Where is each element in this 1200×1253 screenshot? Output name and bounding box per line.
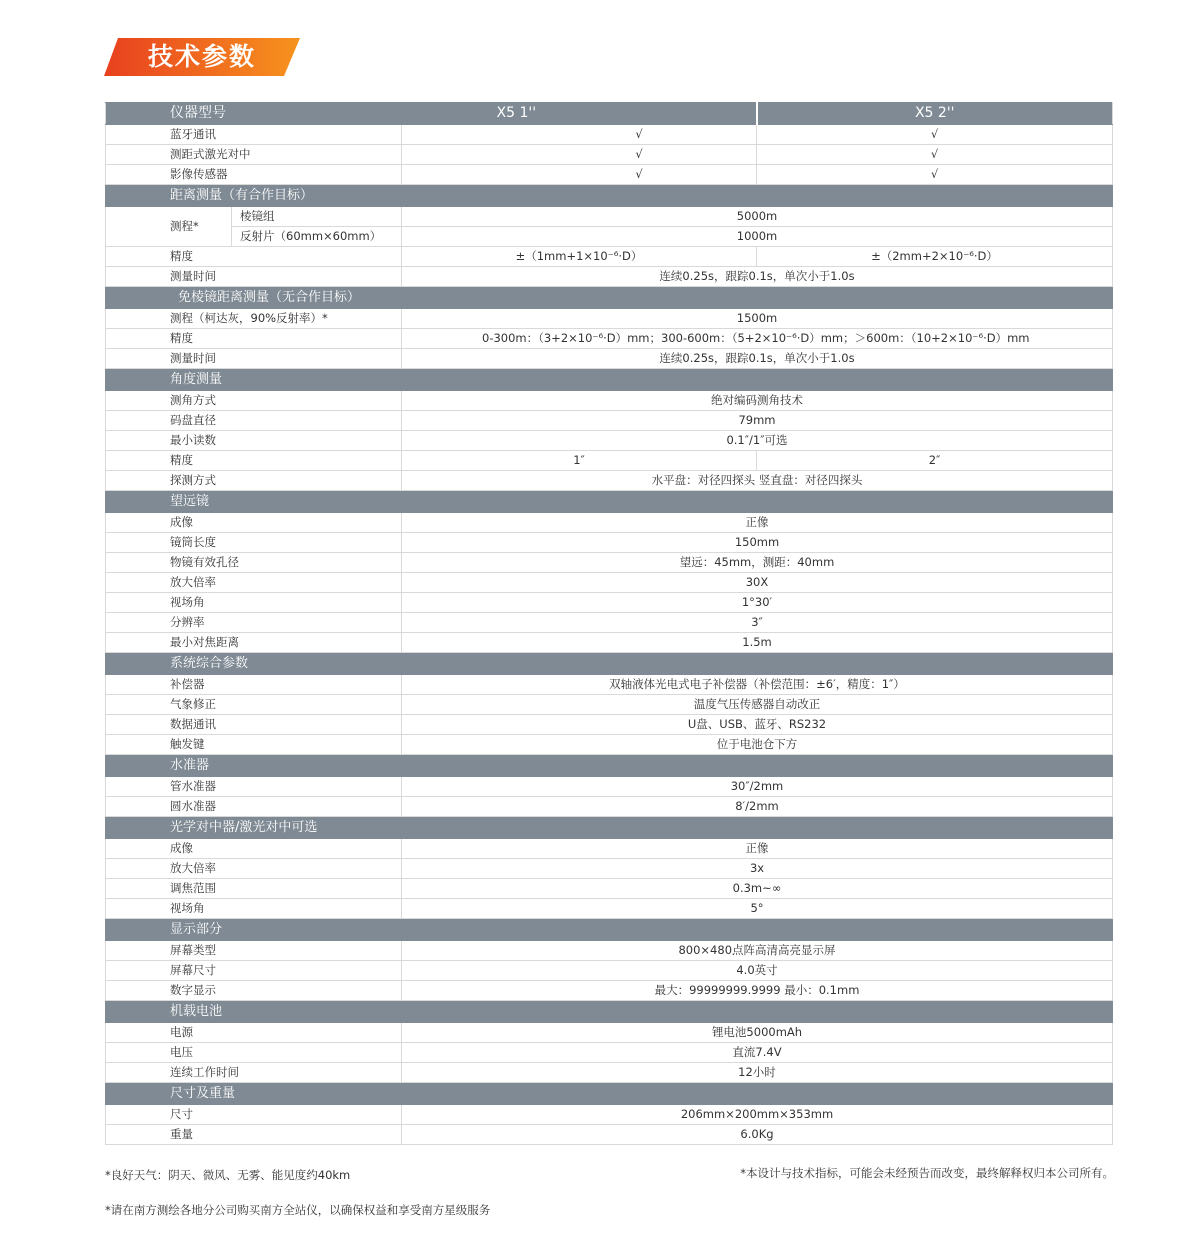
model-1-label: X5 1'' xyxy=(496,105,537,121)
table-row xyxy=(106,391,1113,411)
table-row xyxy=(106,675,1113,695)
table-row xyxy=(106,165,1113,185)
sub-label: 反射片（60mm×60mm） xyxy=(232,227,402,247)
table-row xyxy=(106,899,1113,919)
section-title: 机载电池 xyxy=(106,1001,1113,1023)
table-row xyxy=(106,349,1113,369)
row-value: 6.0Kg xyxy=(402,1125,1113,1145)
model-header-row xyxy=(106,103,1113,125)
row-label: 圆水准器 xyxy=(106,797,402,817)
table-row xyxy=(106,227,1113,247)
row-label: 连续工作时间 xyxy=(106,1063,402,1083)
row-label: 电压 xyxy=(106,1043,402,1063)
row-label: 调焦范围 xyxy=(106,879,402,899)
table-row xyxy=(106,411,1113,431)
row-value: 800×480点阵高清高亮显示屏 xyxy=(402,941,1113,961)
row-value: 150mm xyxy=(402,533,1113,553)
table-row xyxy=(106,247,1113,267)
section-title: 角度测量 xyxy=(106,369,1113,391)
row-value: 0-300m：（3+2×10⁻⁶·D）mm；300-600m：（5+2×10⁻⁶·D）mm；＞600m：（10+2×10⁻⁶·D）mm xyxy=(402,329,1113,349)
table-row xyxy=(106,267,1113,287)
row-value: 最大：99999999.9999 最小：0.1mm xyxy=(402,981,1113,1001)
table-row xyxy=(106,735,1113,755)
table-row xyxy=(106,451,1113,471)
row-label: 数字显示 xyxy=(106,981,402,1001)
row-label: 成像 xyxy=(106,513,402,533)
table-row xyxy=(106,513,1113,533)
row-value: 锂电池5000mAh xyxy=(402,1023,1113,1043)
table-row xyxy=(106,839,1113,859)
check-mark: √ xyxy=(757,165,1113,185)
section-title: 系统综合参数 xyxy=(106,653,1113,675)
table-row xyxy=(106,797,1113,817)
row-value: 望远：45mm，测距：40mm xyxy=(402,553,1113,573)
purchase-footnote: *请在南方测绘各地分公司购买南方全站仪，以确保权益和享受南方星级服务 xyxy=(105,1203,491,1217)
row-label: 屏幕类型 xyxy=(106,941,402,961)
row-label: 补偿器 xyxy=(106,675,402,695)
row-value: 8′/2mm xyxy=(402,797,1113,817)
row-value: 5000m xyxy=(402,207,1113,227)
section-title: 光学对中器/激光对中可选 xyxy=(106,817,1113,839)
row-label: 精度 xyxy=(106,329,402,349)
row-label: 视场角 xyxy=(106,593,402,613)
table-row xyxy=(106,1023,1113,1043)
table-row xyxy=(106,431,1113,451)
check-mark: √ xyxy=(757,145,1113,165)
table-row xyxy=(106,613,1113,633)
row-value: 1000m xyxy=(402,227,1113,247)
header-label-text: 仪器型号 xyxy=(170,105,226,121)
row-value: 3x xyxy=(402,859,1113,879)
table-row xyxy=(106,471,1113,491)
row-label: 放大倍率 xyxy=(106,573,402,593)
section-header xyxy=(106,653,1113,675)
row-value: 4.0英寸 xyxy=(402,961,1113,981)
section-header xyxy=(106,491,1113,513)
section-title: 望远镜 xyxy=(106,491,1113,513)
table-row xyxy=(106,1063,1113,1083)
section-title: 显示部分 xyxy=(106,919,1113,941)
model-2-label: X5 2'' xyxy=(757,103,1113,125)
row-label: 气象修正 xyxy=(106,695,402,715)
weather-footnote: *良好天气：阴天、微风、无雾、能见度约40km xyxy=(105,1168,351,1182)
row-label: 探测方式 xyxy=(106,471,402,491)
row-value: 79mm xyxy=(402,411,1113,431)
table-row xyxy=(106,207,1113,227)
row-label: 影像传感器 xyxy=(106,165,402,185)
section-title: 免棱镜距离测量（无合作目标） xyxy=(106,287,1113,309)
row-value: 12小时 xyxy=(402,1063,1113,1083)
table-row xyxy=(106,309,1113,329)
title-banner xyxy=(104,38,300,76)
section-header xyxy=(106,1083,1113,1105)
row-label: 管水准器 xyxy=(106,777,402,797)
row-label: 测量时间 xyxy=(106,349,402,369)
check-mark: √ xyxy=(757,125,1113,145)
row-label: 数据通讯 xyxy=(106,715,402,735)
row-value: 温度气压传感器自动改正 xyxy=(402,695,1113,715)
section-title: 水准器 xyxy=(106,755,1113,777)
row-value: 0.1″/1″可选 xyxy=(402,431,1113,451)
row-label: 测距式激光对中 xyxy=(106,145,402,165)
row-label: 精度 xyxy=(106,247,402,267)
row-value: 双轴液体光电式电子补偿器（补偿范围：±6′，精度：1″） xyxy=(402,675,1113,695)
row-label: 重量 xyxy=(106,1125,402,1145)
section-title: 距离测量（有合作目标） xyxy=(106,185,1113,207)
disclaimer-footnote: *本设计与技术指标，可能会未经预告而改变，最终解释权归本公司所有。 xyxy=(740,1166,1114,1180)
row-label: 测量时间 xyxy=(106,267,402,287)
row-value: ±（1mm+1×10⁻⁶·D） xyxy=(402,247,757,267)
page-title: 技术参数 xyxy=(148,42,257,71)
row-label: 码盘直径 xyxy=(106,411,402,431)
row-label: 测程（柯达灰，90%反射率）* xyxy=(106,309,402,329)
row-value: 位于电池仓下方 xyxy=(402,735,1113,755)
row-value: 30″/2mm xyxy=(402,777,1113,797)
check-mark: √ xyxy=(402,125,757,145)
table-row xyxy=(106,633,1113,653)
row-value: 1″ xyxy=(402,451,757,471)
row-value: 1500m xyxy=(402,309,1113,329)
row-value: 正像 xyxy=(402,513,1113,533)
table-row xyxy=(106,879,1113,899)
row-label: 蓝牙通讯 xyxy=(106,125,402,145)
row-value: 30X xyxy=(402,573,1113,593)
table-row xyxy=(106,573,1113,593)
table-row xyxy=(106,145,1113,165)
row-value: 正像 xyxy=(402,839,1113,859)
row-label: 最小对焦距离 xyxy=(106,633,402,653)
section-header xyxy=(106,369,1113,391)
row-value: 5° xyxy=(402,899,1113,919)
table-row xyxy=(106,125,1113,145)
row-value: 0.3m~∞ xyxy=(402,879,1113,899)
table-row xyxy=(106,981,1113,1001)
row-value: ±（2mm+2×10⁻⁶·D） xyxy=(757,247,1113,267)
check-mark: √ xyxy=(402,145,757,165)
check-mark: √ xyxy=(402,165,757,185)
table-row xyxy=(106,715,1113,735)
section-title: 尺寸及重量 xyxy=(106,1083,1113,1105)
table-row xyxy=(106,593,1113,613)
table-row xyxy=(106,329,1113,349)
row-label: 放大倍率 xyxy=(106,859,402,879)
table-row xyxy=(106,941,1113,961)
row-value: 连续0.25s，跟踪0.1s，单次小于1.0s xyxy=(402,267,1113,287)
row-value: U盘、USB、蓝牙、RS232 xyxy=(402,715,1113,735)
table-row xyxy=(106,695,1113,715)
row-value: 1.5m xyxy=(402,633,1113,653)
section-header xyxy=(106,919,1113,941)
row-label: 屏幕尺寸 xyxy=(106,961,402,981)
row-value: 直流7.4V xyxy=(402,1043,1113,1063)
row-label: 精度 xyxy=(106,451,402,471)
table-row xyxy=(106,533,1113,553)
section-header xyxy=(106,185,1113,207)
row-value: 206mm×200mm×353mm xyxy=(402,1105,1113,1125)
table-row xyxy=(106,859,1113,879)
section-header xyxy=(106,287,1113,309)
row-label: 成像 xyxy=(106,839,402,859)
table-row xyxy=(106,1043,1113,1063)
row-label: 最小读数 xyxy=(106,431,402,451)
row-label: 触发键 xyxy=(106,735,402,755)
row-value: 连续0.25s，跟踪0.1s，单次小于1.0s xyxy=(402,349,1113,369)
row-value: 2″ xyxy=(757,451,1113,471)
table-row xyxy=(106,1125,1113,1145)
sub-label: 棱镜组 xyxy=(232,207,402,227)
row-label: 测角方式 xyxy=(106,391,402,411)
row-value: 水平盘：对径四探头 竖直盘：对径四探头 xyxy=(402,471,1113,491)
table-row xyxy=(106,553,1113,573)
row-label: 分辨率 xyxy=(106,613,402,633)
row-value: 3″ xyxy=(402,613,1113,633)
model-header-label xyxy=(106,103,757,125)
table-row xyxy=(106,777,1113,797)
spec-table xyxy=(105,102,1113,1145)
section-header xyxy=(106,817,1113,839)
row-label: 镜筒长度 xyxy=(106,533,402,553)
table-row xyxy=(106,1105,1113,1125)
section-header xyxy=(106,755,1113,777)
row-label: 测程* xyxy=(106,207,232,247)
row-value: 绝对编码测角技术 xyxy=(402,391,1113,411)
table-row xyxy=(106,961,1113,981)
row-label: 物镜有效孔径 xyxy=(106,553,402,573)
row-value: 1°30′ xyxy=(402,593,1113,613)
row-label: 视场角 xyxy=(106,899,402,919)
row-label: 电源 xyxy=(106,1023,402,1043)
row-label: 尺寸 xyxy=(106,1105,402,1125)
section-header xyxy=(106,1001,1113,1023)
